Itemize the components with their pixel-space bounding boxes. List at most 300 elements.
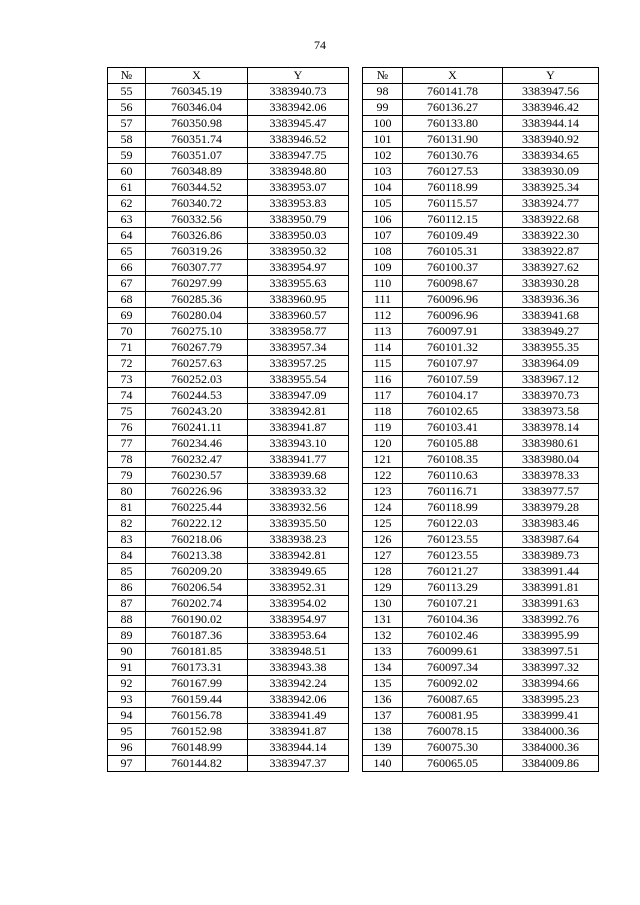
right-y-coordinate: 3383977.57 <box>503 484 599 500</box>
left-point-number: 79 <box>108 468 146 484</box>
column-gap <box>349 532 363 548</box>
left-y-coordinate: 3383957.34 <box>248 340 349 356</box>
table-row <box>108 116 599 132</box>
left-point-number: 95 <box>108 724 146 740</box>
table-row <box>108 196 599 212</box>
left-y-coordinate: 3383935.50 <box>248 516 349 532</box>
left-y-coordinate: 3383953.64 <box>248 628 349 644</box>
coordinates-table <box>107 67 599 772</box>
table-row <box>108 292 599 308</box>
table-row <box>108 676 599 692</box>
right-x-coordinate: 760103.41 <box>403 420 503 436</box>
left-y-coordinate: 3383955.54 <box>248 372 349 388</box>
table-row <box>108 84 599 100</box>
left-point-number: 61 <box>108 180 146 196</box>
right-y-coordinate: 3383980.61 <box>503 436 599 452</box>
right-point-number: 119 <box>363 420 403 436</box>
left-point-number: 59 <box>108 148 146 164</box>
left-x-coordinate: 760275.10 <box>146 324 248 340</box>
header-x-left: X <box>146 68 248 84</box>
left-point-number: 93 <box>108 692 146 708</box>
column-gap <box>349 436 363 452</box>
table-row <box>108 564 599 580</box>
left-x-coordinate: 760156.78 <box>146 708 248 724</box>
right-point-number: 102 <box>363 148 403 164</box>
column-gap <box>349 580 363 596</box>
right-y-coordinate: 3383994.66 <box>503 676 599 692</box>
left-y-coordinate: 3383955.63 <box>248 276 349 292</box>
table-header-row <box>108 68 599 84</box>
right-y-coordinate: 3383949.27 <box>503 324 599 340</box>
left-x-coordinate: 760226.96 <box>146 484 248 500</box>
right-x-coordinate: 760105.31 <box>403 244 503 260</box>
table-row <box>108 260 599 276</box>
column-gap <box>349 420 363 436</box>
left-point-number: 58 <box>108 132 146 148</box>
table-row <box>108 452 599 468</box>
left-x-coordinate: 760187.36 <box>146 628 248 644</box>
left-x-coordinate: 760332.56 <box>146 212 248 228</box>
left-point-number: 81 <box>108 500 146 516</box>
left-y-coordinate: 3383954.97 <box>248 612 349 628</box>
right-x-coordinate: 760107.97 <box>403 356 503 372</box>
table-row <box>108 516 599 532</box>
right-point-number: 107 <box>363 228 403 244</box>
right-x-coordinate: 760118.99 <box>403 500 503 516</box>
left-y-coordinate: 3383954.97 <box>248 260 349 276</box>
left-point-number: 55 <box>108 84 146 100</box>
header-num-left: № <box>108 68 146 84</box>
right-point-number: 106 <box>363 212 403 228</box>
right-point-number: 120 <box>363 436 403 452</box>
right-x-coordinate: 760123.55 <box>403 532 503 548</box>
column-gap <box>349 308 363 324</box>
left-y-coordinate: 3383947.09 <box>248 388 349 404</box>
left-point-number: 66 <box>108 260 146 276</box>
right-y-coordinate: 3384009.86 <box>503 756 599 772</box>
left-x-coordinate: 760307.77 <box>146 260 248 276</box>
left-y-coordinate: 3383942.06 <box>248 692 349 708</box>
column-gap <box>349 516 363 532</box>
right-x-coordinate: 760121.27 <box>403 564 503 580</box>
left-y-coordinate: 3383945.47 <box>248 116 349 132</box>
right-point-number: 116 <box>363 372 403 388</box>
table-row <box>108 164 599 180</box>
right-x-coordinate: 760102.65 <box>403 404 503 420</box>
right-point-number: 124 <box>363 500 403 516</box>
right-y-coordinate: 3383991.81 <box>503 580 599 596</box>
right-x-coordinate: 760081.95 <box>403 708 503 724</box>
left-y-coordinate: 3383954.02 <box>248 596 349 612</box>
right-point-number: 130 <box>363 596 403 612</box>
left-x-coordinate: 760280.04 <box>146 308 248 324</box>
right-y-coordinate: 3383979.28 <box>503 500 599 516</box>
table-row <box>108 132 599 148</box>
header-y-right: Y <box>503 68 599 84</box>
right-y-coordinate: 3383978.14 <box>503 420 599 436</box>
right-point-number: 115 <box>363 356 403 372</box>
left-point-number: 90 <box>108 644 146 660</box>
table-row <box>108 756 599 772</box>
right-y-coordinate: 3383999.41 <box>503 708 599 724</box>
right-point-number: 118 <box>363 404 403 420</box>
right-y-coordinate: 3383940.92 <box>503 132 599 148</box>
right-y-coordinate: 3383947.56 <box>503 84 599 100</box>
right-y-coordinate: 3383978.33 <box>503 468 599 484</box>
left-point-number: 60 <box>108 164 146 180</box>
column-gap <box>349 404 363 420</box>
right-x-coordinate: 760136.27 <box>403 100 503 116</box>
right-y-coordinate: 3383922.68 <box>503 212 599 228</box>
left-x-coordinate: 760232.47 <box>146 452 248 468</box>
left-point-number: 78 <box>108 452 146 468</box>
right-y-coordinate: 3383970.73 <box>503 388 599 404</box>
table-row <box>108 356 599 372</box>
right-y-coordinate: 3383930.09 <box>503 164 599 180</box>
left-x-coordinate: 760209.20 <box>146 564 248 580</box>
table-row <box>108 244 599 260</box>
right-y-coordinate: 3383987.64 <box>503 532 599 548</box>
column-gap <box>349 484 363 500</box>
right-y-coordinate: 3383964.09 <box>503 356 599 372</box>
left-x-coordinate: 760159.44 <box>146 692 248 708</box>
left-y-coordinate: 3383942.24 <box>248 676 349 692</box>
right-x-coordinate: 760105.88 <box>403 436 503 452</box>
left-point-number: 65 <box>108 244 146 260</box>
right-x-coordinate: 760097.34 <box>403 660 503 676</box>
left-y-coordinate: 3383948.51 <box>248 644 349 660</box>
right-x-coordinate: 760107.59 <box>403 372 503 388</box>
left-x-coordinate: 760167.99 <box>146 676 248 692</box>
left-x-coordinate: 760225.44 <box>146 500 248 516</box>
right-y-coordinate: 3383936.36 <box>503 292 599 308</box>
left-x-coordinate: 760148.99 <box>146 740 248 756</box>
left-x-coordinate: 760285.36 <box>146 292 248 308</box>
left-x-coordinate: 760190.02 <box>146 612 248 628</box>
left-x-coordinate: 760213.38 <box>146 548 248 564</box>
left-x-coordinate: 760350.98 <box>146 116 248 132</box>
right-x-coordinate: 760130.76 <box>403 148 503 164</box>
left-y-coordinate: 3383942.06 <box>248 100 349 116</box>
right-x-coordinate: 760110.63 <box>403 468 503 484</box>
left-y-coordinate: 3383941.77 <box>248 452 349 468</box>
left-y-coordinate: 3383942.81 <box>248 404 349 420</box>
right-x-coordinate: 760092.02 <box>403 676 503 692</box>
table-row <box>108 388 599 404</box>
right-x-coordinate: 760141.78 <box>403 84 503 100</box>
left-x-coordinate: 760326.86 <box>146 228 248 244</box>
right-y-coordinate: 3383989.73 <box>503 548 599 564</box>
left-y-coordinate: 3383953.83 <box>248 196 349 212</box>
left-x-coordinate: 760144.82 <box>146 756 248 772</box>
right-point-number: 126 <box>363 532 403 548</box>
left-x-coordinate: 760348.89 <box>146 164 248 180</box>
column-gap <box>349 196 363 212</box>
left-y-coordinate: 3383942.81 <box>248 548 349 564</box>
left-x-coordinate: 760257.63 <box>146 356 248 372</box>
column-gap <box>349 84 363 100</box>
table-row <box>108 212 599 228</box>
table-row <box>108 308 599 324</box>
left-x-coordinate: 760218.06 <box>146 532 248 548</box>
right-point-number: 114 <box>363 340 403 356</box>
left-y-coordinate: 3383960.95 <box>248 292 349 308</box>
right-point-number: 112 <box>363 308 403 324</box>
left-point-number: 92 <box>108 676 146 692</box>
right-point-number: 98 <box>363 84 403 100</box>
left-y-coordinate: 3383950.79 <box>248 212 349 228</box>
left-point-number: 74 <box>108 388 146 404</box>
right-y-coordinate: 3383925.34 <box>503 180 599 196</box>
table-body <box>108 84 599 772</box>
right-y-coordinate: 3384000.36 <box>503 740 599 756</box>
right-point-number: 123 <box>363 484 403 500</box>
right-x-coordinate: 760131.90 <box>403 132 503 148</box>
left-point-number: 70 <box>108 324 146 340</box>
right-point-number: 117 <box>363 388 403 404</box>
column-gap <box>349 276 363 292</box>
right-y-coordinate: 3383997.32 <box>503 660 599 676</box>
table-row <box>108 596 599 612</box>
right-x-coordinate: 760100.37 <box>403 260 503 276</box>
right-x-coordinate: 760109.49 <box>403 228 503 244</box>
column-gap <box>349 612 363 628</box>
right-point-number: 109 <box>363 260 403 276</box>
column-gap <box>349 388 363 404</box>
right-x-coordinate: 760113.29 <box>403 580 503 596</box>
right-y-coordinate: 3383941.68 <box>503 308 599 324</box>
column-gap <box>349 724 363 740</box>
table-row <box>108 404 599 420</box>
right-point-number: 138 <box>363 724 403 740</box>
right-x-coordinate: 760104.17 <box>403 388 503 404</box>
column-gap <box>349 68 363 84</box>
right-x-coordinate: 760112.15 <box>403 212 503 228</box>
right-point-number: 103 <box>363 164 403 180</box>
right-x-coordinate: 760116.71 <box>403 484 503 500</box>
right-point-number: 127 <box>363 548 403 564</box>
column-gap <box>349 708 363 724</box>
right-point-number: 134 <box>363 660 403 676</box>
right-y-coordinate: 3383995.99 <box>503 628 599 644</box>
left-x-coordinate: 760152.98 <box>146 724 248 740</box>
left-point-number: 67 <box>108 276 146 292</box>
column-gap <box>349 372 363 388</box>
right-point-number: 128 <box>363 564 403 580</box>
table-row <box>108 548 599 564</box>
left-point-number: 72 <box>108 356 146 372</box>
column-gap <box>349 500 363 516</box>
table-row <box>108 180 599 196</box>
column-gap <box>349 212 363 228</box>
left-point-number: 77 <box>108 436 146 452</box>
column-gap <box>349 116 363 132</box>
left-point-number: 63 <box>108 212 146 228</box>
right-x-coordinate: 760087.65 <box>403 692 503 708</box>
right-x-coordinate: 760096.96 <box>403 292 503 308</box>
column-gap <box>349 564 363 580</box>
column-gap <box>349 676 363 692</box>
left-x-coordinate: 760206.54 <box>146 580 248 596</box>
left-point-number: 85 <box>108 564 146 580</box>
column-gap <box>349 740 363 756</box>
right-x-coordinate: 760133.80 <box>403 116 503 132</box>
right-point-number: 125 <box>363 516 403 532</box>
column-gap <box>349 132 363 148</box>
right-x-coordinate: 760115.57 <box>403 196 503 212</box>
left-y-coordinate: 3383950.32 <box>248 244 349 260</box>
left-point-number: 84 <box>108 548 146 564</box>
right-point-number: 108 <box>363 244 403 260</box>
left-point-number: 64 <box>108 228 146 244</box>
left-point-number: 87 <box>108 596 146 612</box>
left-point-number: 97 <box>108 756 146 772</box>
left-point-number: 89 <box>108 628 146 644</box>
right-point-number: 133 <box>363 644 403 660</box>
left-y-coordinate: 3383948.80 <box>248 164 349 180</box>
left-x-coordinate: 760181.85 <box>146 644 248 660</box>
column-gap <box>349 692 363 708</box>
table-row <box>108 324 599 340</box>
right-x-coordinate: 760097.91 <box>403 324 503 340</box>
right-y-coordinate: 3383924.77 <box>503 196 599 212</box>
right-x-coordinate: 760118.99 <box>403 180 503 196</box>
left-x-coordinate: 760252.03 <box>146 372 248 388</box>
left-y-coordinate: 3383939.68 <box>248 468 349 484</box>
right-point-number: 100 <box>363 116 403 132</box>
table-row <box>108 468 599 484</box>
right-y-coordinate: 3383944.14 <box>503 116 599 132</box>
column-gap <box>349 644 363 660</box>
left-x-coordinate: 760351.74 <box>146 132 248 148</box>
right-y-coordinate: 3383991.63 <box>503 596 599 612</box>
right-point-number: 139 <box>363 740 403 756</box>
column-gap <box>349 260 363 276</box>
table-row <box>108 612 599 628</box>
left-point-number: 91 <box>108 660 146 676</box>
right-x-coordinate: 760123.55 <box>403 548 503 564</box>
column-gap <box>349 148 363 164</box>
table-row <box>108 724 599 740</box>
right-y-coordinate: 3383934.65 <box>503 148 599 164</box>
left-x-coordinate: 760344.52 <box>146 180 248 196</box>
right-point-number: 131 <box>363 612 403 628</box>
left-x-coordinate: 760244.53 <box>146 388 248 404</box>
left-y-coordinate: 3383940.73 <box>248 84 349 100</box>
header-x-right: X <box>403 68 503 84</box>
column-gap <box>349 548 363 564</box>
table-row <box>108 372 599 388</box>
right-point-number: 121 <box>363 452 403 468</box>
right-point-number: 136 <box>363 692 403 708</box>
column-gap <box>349 660 363 676</box>
table-row <box>108 740 599 756</box>
column-gap <box>349 628 363 644</box>
left-point-number: 96 <box>108 740 146 756</box>
left-y-coordinate: 3383952.31 <box>248 580 349 596</box>
right-point-number: 105 <box>363 196 403 212</box>
column-gap <box>349 244 363 260</box>
table-row <box>108 148 599 164</box>
right-y-coordinate: 3383946.42 <box>503 100 599 116</box>
right-point-number: 111 <box>363 292 403 308</box>
column-gap <box>349 340 363 356</box>
left-y-coordinate: 3383941.49 <box>248 708 349 724</box>
column-gap <box>349 468 363 484</box>
table-row <box>108 660 599 676</box>
right-y-coordinate: 3383927.62 <box>503 260 599 276</box>
column-gap <box>349 180 363 196</box>
left-y-coordinate: 3383960.57 <box>248 308 349 324</box>
left-x-coordinate: 760230.57 <box>146 468 248 484</box>
table-row <box>108 340 599 356</box>
left-point-number: 82 <box>108 516 146 532</box>
table-row <box>108 580 599 596</box>
right-point-number: 140 <box>363 756 403 772</box>
table-row <box>108 500 599 516</box>
right-y-coordinate: 3384000.36 <box>503 724 599 740</box>
right-y-coordinate: 3383973.58 <box>503 404 599 420</box>
left-x-coordinate: 760241.11 <box>146 420 248 436</box>
header-num-right: № <box>363 68 403 84</box>
left-point-number: 75 <box>108 404 146 420</box>
right-x-coordinate: 760065.05 <box>403 756 503 772</box>
right-y-coordinate: 3383930.28 <box>503 276 599 292</box>
left-x-coordinate: 760173.31 <box>146 660 248 676</box>
right-y-coordinate: 3383922.87 <box>503 244 599 260</box>
right-point-number: 113 <box>363 324 403 340</box>
column-gap <box>349 596 363 612</box>
right-x-coordinate: 760108.35 <box>403 452 503 468</box>
left-y-coordinate: 3383947.37 <box>248 756 349 772</box>
left-x-coordinate: 760345.19 <box>146 84 248 100</box>
right-x-coordinate: 760078.15 <box>403 724 503 740</box>
left-y-coordinate: 3383944.14 <box>248 740 349 756</box>
right-x-coordinate: 760098.67 <box>403 276 503 292</box>
right-y-coordinate: 3383983.46 <box>503 516 599 532</box>
left-y-coordinate: 3383958.77 <box>248 324 349 340</box>
right-y-coordinate: 3383992.76 <box>503 612 599 628</box>
right-point-number: 132 <box>363 628 403 644</box>
column-gap <box>349 324 363 340</box>
right-point-number: 99 <box>363 100 403 116</box>
left-x-coordinate: 760243.20 <box>146 404 248 420</box>
left-y-coordinate: 3383950.03 <box>248 228 349 244</box>
column-gap <box>349 100 363 116</box>
left-x-coordinate: 760351.07 <box>146 148 248 164</box>
left-y-coordinate: 3383943.38 <box>248 660 349 676</box>
left-x-coordinate: 760319.26 <box>146 244 248 260</box>
left-x-coordinate: 760267.79 <box>146 340 248 356</box>
left-y-coordinate: 3383953.07 <box>248 180 349 196</box>
right-x-coordinate: 760099.61 <box>403 644 503 660</box>
header-y-left: Y <box>248 68 349 84</box>
left-y-coordinate: 3383941.87 <box>248 724 349 740</box>
left-x-coordinate: 760297.99 <box>146 276 248 292</box>
table-row <box>108 420 599 436</box>
left-point-number: 94 <box>108 708 146 724</box>
left-point-number: 71 <box>108 340 146 356</box>
table-row <box>108 276 599 292</box>
right-x-coordinate: 760107.21 <box>403 596 503 612</box>
column-gap <box>349 228 363 244</box>
left-y-coordinate: 3383957.25 <box>248 356 349 372</box>
left-point-number: 57 <box>108 116 146 132</box>
left-y-coordinate: 3383949.65 <box>248 564 349 580</box>
left-y-coordinate: 3383933.32 <box>248 484 349 500</box>
table-row <box>108 628 599 644</box>
left-y-coordinate: 3383932.56 <box>248 500 349 516</box>
